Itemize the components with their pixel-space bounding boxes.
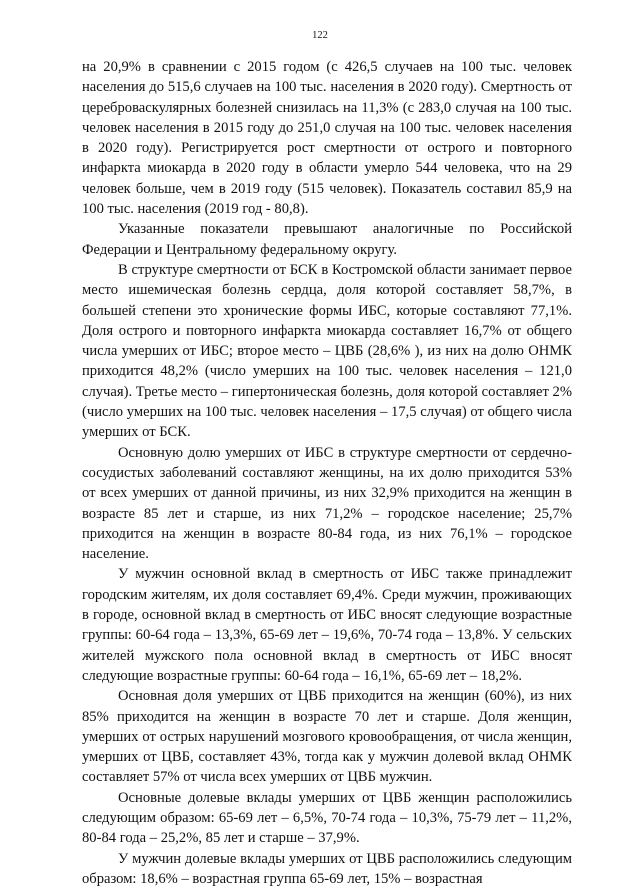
document-body (82, 57, 572, 889)
page-number: 122 (312, 30, 328, 41)
paragraph-8: У мужчин долевые вклады умерших от ЦВБ расположились следующим образом: 18,6% – возрастная группа 65-69 лет, 15% – возрастная (82, 850, 572, 887)
paragraph-2: Указанные показатели превышают аналогичные по Российской Федерации и Центральному федеральному округу. (82, 221, 572, 258)
paragraph-1: на 20,9% в сравнении с 2015 годом (с 426,5 случаев на 100 тыс. человек населения до 515,6 случаев на 100 тыс. населения в 2020 году). Смертность от цереброваскулярных болезней снизилась на 11,3% (с 283,0 случая на 100 тыс. человек населения в 2015 году до 251,0 случая на 100 тыс. человек населения в 2020 году). Регистрируется рост смертности от острого и повторного инфаркта миокарда в 2020 году в области умерло 544 человека, что на 29 человек больше, чем в 2019 году (515 человек). Показатель составил 85,9 на 100 тыс. населения (2019 год - 80,8). (82, 59, 572, 218)
paragraph-6: Основная доля умерших от ЦВБ приходится на женщин (60%), из них 85% приходится на женщин в возрасте 70 лет и старше. Доля женщин, умерших от острых нарушений мозгового кровообращения, от числа женщин, умерших от ЦВБ, составляет 43%, тогда как у мужчин долевой вклад ОНМК составляет 57% от числа всех умерших от ЦВБ мужчин. (82, 688, 572, 786)
paragraph-4: Основную долю умерших от ИБС в структуре смертности от сердечно-сосудистых заболеваний составляют женщины, на их долю приходится 53% от всех умерших от данной причины, из них 32,9% приходится на женщин в возрасте 85 лет и старше, из них 71,2% – городское население; 25,7% приходится на женщин в возрасте 80-84 года, из них 76,1% – городское население. (82, 444, 572, 563)
paragraph-3: В структуре смертности от БСК в Костромской области занимает первое место ишемическая болезнь сердца, доля которой составляет 58,7%, в большей степени это хронические формы ИБС, которые составляют 77,1%. Доля острого и повторного инфаркта миокарда составляет 16,7% от общего числа умерших от ИБС; второе место – ЦВБ (28,6% ), из них на долю ОНМК приходится 48,2% (число умерших на 100 тыс. человек населения – 121,0 случая). Третье место – гипертоническая болезнь, доля которой составляет 2% (число умерших на 100 тыс. человек населения – 17,5 случая) от общего числа умерших от БСК. (82, 261, 572, 441)
paragraph-7: Основные долевые вклады умерших от ЦВБ женщин расположились следующим образом: 65-69 лет – 6,5%, 70-74 года – 10,3%, 75-79 лет – 11,2%, 80-84 года – 25,2%, 85 лет и старше – 37,9%. (82, 789, 572, 847)
paragraph-5: У мужчин основной вклад в смертность от ИБС также принадлежит городским жителям, их доля составляет 69,4%. Среди мужчин, проживающих в городе, основной вклад в смертность от ИБС вносят следующие возрастные группы: 60-64 года – 13,3%, 65-69 лет – 19,6%, 70-74 года – 13,8%. У сельских жителей мужского пола основной вклад в смертность от ИБС вносят следующие возрастные группы: 60-64 года – 16,1%, 65-69 лет – 18,2%. (82, 566, 572, 684)
